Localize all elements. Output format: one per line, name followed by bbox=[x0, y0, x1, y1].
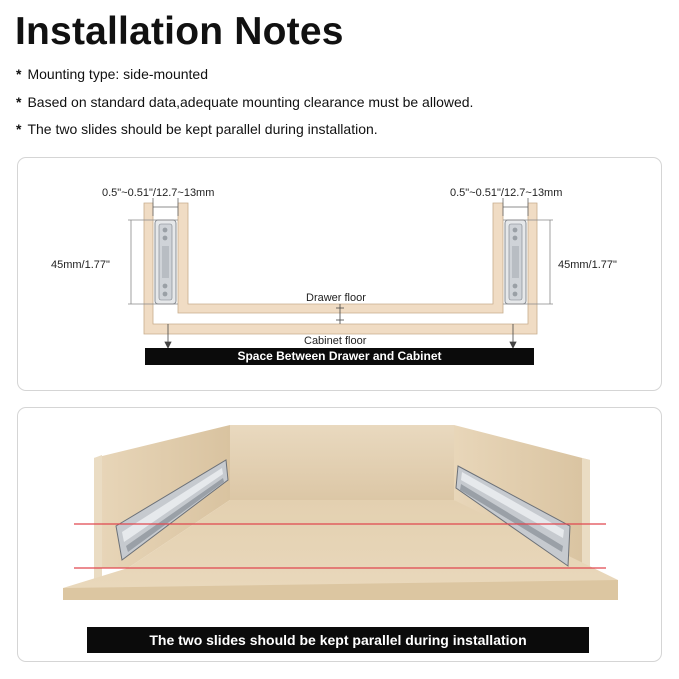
page-title: Installation Notes bbox=[15, 10, 344, 53]
drawer-photo-illustration bbox=[18, 408, 661, 661]
note-text: Based on standard data,adequate mounting clearance must be allowed. bbox=[27, 93, 474, 110]
right-slide-illustration bbox=[505, 220, 526, 304]
right-clearance-label: 0.5"~0.51"/12.7~13mm bbox=[450, 187, 563, 199]
left-clearance-dimension bbox=[153, 198, 178, 216]
diagram-panel bbox=[17, 157, 662, 391]
left-clearance-label: 0.5"~0.51"/12.7~13mm bbox=[102, 187, 215, 199]
note-text: Mounting type: side-mounted bbox=[27, 66, 209, 82]
cabinet-section bbox=[144, 203, 537, 334]
diagram-caption-banner: Space Between Drawer and Cabinet bbox=[145, 348, 534, 365]
photo-caption-banner: The two slides should be kept parallel during installation bbox=[87, 627, 589, 653]
bullet-asterisk: * bbox=[16, 121, 22, 137]
note-item bbox=[16, 92, 473, 120]
photo-panel bbox=[17, 407, 662, 662]
bullet-asterisk: * bbox=[16, 66, 22, 82]
right-clearance-dimension bbox=[503, 198, 528, 216]
note-item bbox=[16, 119, 473, 147]
left-height-label: 45mm/1.77" bbox=[51, 259, 110, 271]
right-height-label: 45mm/1.77" bbox=[558, 259, 617, 271]
cabinet-floor-label: Cabinet floor bbox=[304, 335, 367, 347]
note-text: The two slides should be kept parallel during installation. bbox=[27, 121, 378, 137]
left-slide-illustration bbox=[155, 220, 176, 304]
back-wall bbox=[230, 425, 454, 500]
notes-list bbox=[16, 64, 473, 147]
note-item bbox=[16, 64, 473, 92]
bullet-asterisk: * bbox=[16, 93, 22, 110]
drawer-floor-label: Drawer floor bbox=[306, 292, 366, 304]
